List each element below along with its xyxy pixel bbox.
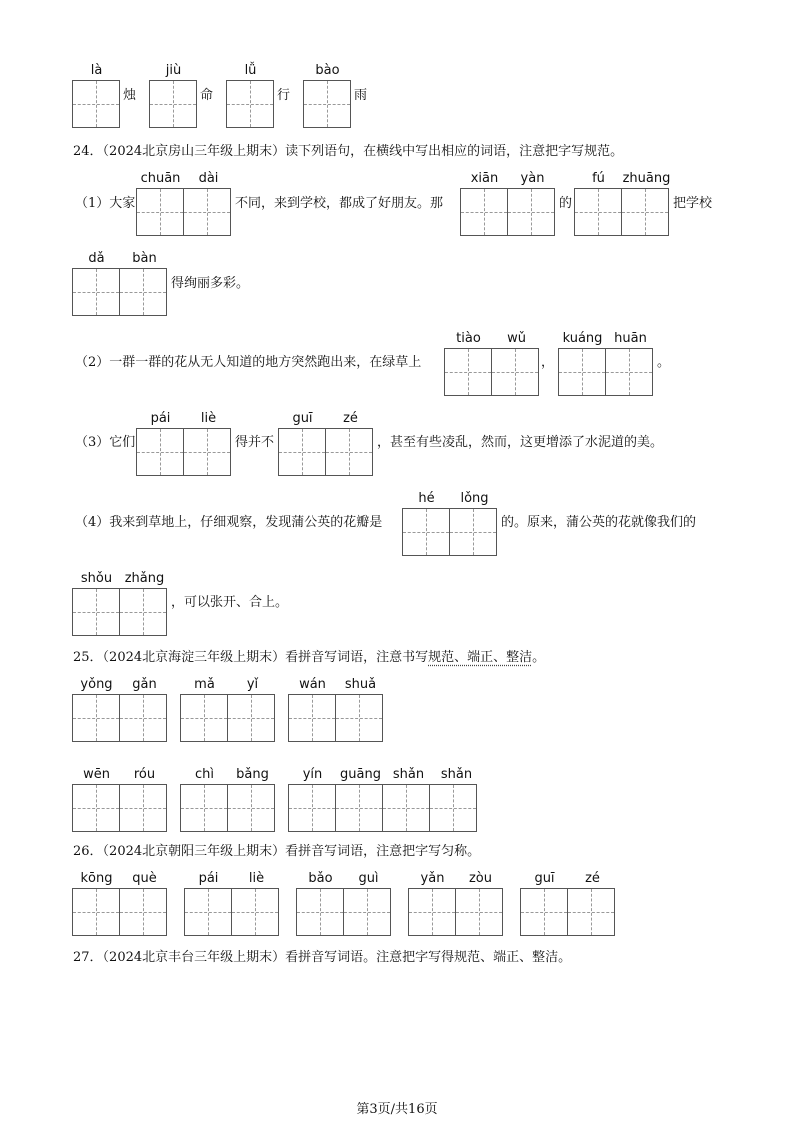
- pinyin: là: [90, 63, 103, 78]
- writing-cell[interactable]: [180, 694, 228, 742]
- writing-cell[interactable]: [184, 888, 232, 936]
- pinyin: xiān: [470, 171, 499, 186]
- writing-cell[interactable]: [72, 784, 120, 832]
- pinyin: dài: [198, 171, 219, 186]
- q25-box-chibang: [180, 768, 277, 832]
- pinyin: róu: [133, 767, 156, 782]
- pinyin: pái: [198, 871, 219, 886]
- writing-cell[interactable]: [119, 268, 167, 316]
- character: 行: [277, 88, 291, 103]
- q25-title-text: 25．（2024北京海淀三年级上期末）看拼音写词语，注意书写: [73, 650, 429, 665]
- writing-cell[interactable]: [520, 888, 568, 936]
- q24-s4-box1: [402, 492, 499, 556]
- pinyin: shǎn: [440, 767, 473, 782]
- writing-cell[interactable]: [231, 888, 279, 936]
- q24-s3-box1: [136, 412, 233, 476]
- pinyin: zhǎng: [124, 571, 165, 586]
- q26-box-yanzou: [408, 872, 505, 936]
- q24-s1-box3: [574, 172, 671, 236]
- q24-s3-box2: [278, 412, 375, 476]
- q25-box-mayi: [180, 678, 277, 742]
- q24-s2-prefix: （2）一群一群的花从无人知道的地方突然跑出来，在绿草上: [75, 355, 422, 370]
- pinyin: bǎng: [236, 767, 269, 782]
- writing-cell[interactable]: [180, 784, 228, 832]
- writing-cell[interactable]: [335, 784, 383, 832]
- writing-cell[interactable]: [567, 888, 615, 936]
- writing-cell[interactable]: [288, 784, 336, 832]
- q24-s1-box2: [460, 172, 557, 236]
- writing-cell[interactable]: [226, 80, 274, 128]
- question-25-title: [73, 650, 545, 666]
- writing-cell[interactable]: [621, 188, 669, 236]
- top-word-box-bao: [303, 64, 352, 128]
- writing-cell[interactable]: [491, 348, 539, 396]
- q24-s1-mid3: 把学校: [673, 196, 713, 211]
- q24-s1-box1: [136, 172, 233, 236]
- q25-box-yinguangshanshan: [288, 768, 483, 832]
- q24-s1-prefix: （1）大家: [75, 196, 136, 211]
- pinyin: yàn: [520, 171, 545, 186]
- pinyin: hé: [418, 491, 435, 506]
- q24-s4-box2: [72, 572, 169, 636]
- character: 命: [200, 88, 214, 103]
- q24-s4-end: ，可以张开、合上。: [171, 595, 289, 610]
- pinyin: yín: [302, 767, 323, 782]
- question-24-title: 24．（2024北京房山三年级上期末）读下列语句，在横线中写出相应的词语，注意把字写规范。: [73, 144, 624, 159]
- pinyin: guì: [358, 871, 379, 886]
- pinyin: huān: [614, 331, 647, 346]
- q24-s2-box2: [558, 332, 655, 396]
- writing-cell[interactable]: [149, 80, 197, 128]
- question-27-title: 27．（2024北京丰台三年级上期末）看拼音写词语。注意把字写得规范、端正、整洁。: [73, 950, 572, 965]
- q25-box-wanshua: [288, 678, 385, 742]
- q26-box-pailie: [184, 872, 281, 936]
- writing-cell[interactable]: [119, 588, 167, 636]
- q25-title-emphasis: 规范、端正、整洁: [428, 650, 533, 665]
- q24-s2-box1: [444, 332, 541, 396]
- q26-box-kongque: [72, 872, 169, 936]
- writing-cell[interactable]: [72, 694, 120, 742]
- top-word-box-la: [72, 64, 121, 128]
- pinyin: guī: [534, 871, 555, 886]
- writing-cell[interactable]: [335, 694, 383, 742]
- pinyin: yǐ: [246, 677, 259, 692]
- q24-s1-mid2: 的: [559, 196, 573, 211]
- writing-cell[interactable]: [183, 188, 231, 236]
- q24-s4-mid: 的。原来，蒲公英的花就像我们的: [501, 515, 697, 530]
- writing-cell[interactable]: [119, 784, 167, 832]
- pinyin: wēn: [83, 767, 110, 782]
- writing-cell[interactable]: [119, 694, 167, 742]
- character: 烛: [123, 88, 137, 103]
- writing-cell[interactable]: [227, 694, 275, 742]
- pinyin: dǎ: [88, 251, 105, 266]
- pinyin: yǎn: [420, 871, 445, 886]
- pinyin: zhuāng: [622, 171, 671, 186]
- writing-cell[interactable]: [605, 348, 653, 396]
- writing-cell[interactable]: [343, 888, 391, 936]
- writing-cell[interactable]: [325, 428, 373, 476]
- q24-s1-box4: [72, 252, 169, 316]
- q25-box-wenrou: [72, 768, 169, 832]
- pinyin: kuáng: [562, 331, 603, 346]
- pinyin: zé: [343, 411, 358, 426]
- q24-s3-prefix: （3）它们: [75, 435, 136, 450]
- writing-cell[interactable]: [444, 348, 492, 396]
- writing-cell[interactable]: [382, 784, 430, 832]
- writing-cell[interactable]: [460, 188, 508, 236]
- pinyin: zé: [585, 871, 600, 886]
- writing-cell[interactable]: [72, 80, 120, 128]
- writing-cell[interactable]: [72, 588, 120, 636]
- q24-s2-comma: ，: [541, 355, 555, 370]
- writing-cell[interactable]: [183, 428, 231, 476]
- writing-cell[interactable]: [227, 784, 275, 832]
- pinyin: shuǎ: [344, 677, 377, 692]
- q24-s1-mid1: 不同，来到学校，都成了好朋友。那: [235, 196, 444, 211]
- q24-s2-end: 。: [657, 355, 671, 370]
- pinyin: zòu: [468, 871, 493, 886]
- pinyin: lǒng: [460, 491, 489, 506]
- writing-cell[interactable]: [303, 80, 351, 128]
- q26-box-guize: [520, 872, 617, 936]
- pinyin: chuān: [140, 171, 181, 186]
- pinyin: kōng: [80, 871, 113, 886]
- pinyin: mǎ: [194, 677, 215, 692]
- q25-title-end: 。: [532, 650, 546, 665]
- q24-s3-mid: 得并不: [235, 435, 275, 450]
- q24-s3-end: ，甚至有些凌乱，然而，这更增添了水泥道的美。: [377, 435, 664, 450]
- writing-cell[interactable]: [574, 188, 622, 236]
- pinyin: liè: [200, 411, 217, 426]
- character: 雨: [354, 88, 368, 103]
- q24-s4-prefix: （4）我来到草地上，仔细观察，发现蒲公英的花瓣是: [75, 515, 383, 530]
- writing-cell[interactable]: [119, 888, 167, 936]
- writing-cell[interactable]: [278, 428, 326, 476]
- writing-cell[interactable]: [288, 694, 336, 742]
- question-26-title: 26．（2024北京朝阳三年级上期末）看拼音写词语，注意把字写匀称。: [73, 844, 481, 859]
- q24-s1-end: 得绚丽多彩。: [171, 276, 250, 291]
- pinyin: tiào: [456, 331, 481, 346]
- pinyin: yǒng: [80, 677, 113, 692]
- pinyin: bào: [315, 63, 340, 78]
- writing-cell[interactable]: [449, 508, 497, 556]
- pinyin: wán: [299, 677, 326, 692]
- q26-box-baogui: [296, 872, 393, 936]
- pinyin: wǔ: [507, 331, 526, 346]
- pinyin: fú: [592, 171, 605, 186]
- writing-cell[interactable]: [136, 428, 184, 476]
- pinyin: chì: [195, 767, 214, 782]
- pinyin: shǒu: [80, 571, 113, 586]
- top-word-box-lv: [226, 64, 275, 128]
- pinyin: lǚ: [244, 63, 257, 78]
- pinyin: bǎo: [308, 871, 333, 886]
- writing-cell[interactable]: [408, 888, 456, 936]
- writing-cell[interactable]: [136, 188, 184, 236]
- writing-cell[interactable]: [402, 508, 450, 556]
- writing-cell[interactable]: [455, 888, 503, 936]
- writing-cell[interactable]: [429, 784, 477, 832]
- pinyin: guī: [292, 411, 313, 426]
- writing-cell[interactable]: [72, 268, 120, 316]
- pinyin: jiù: [165, 63, 182, 78]
- pinyin: guāng: [340, 767, 381, 782]
- top-word-box-jiu: [149, 64, 198, 128]
- page-number: 第3页/共16页: [356, 1102, 438, 1117]
- writing-cell[interactable]: [507, 188, 555, 236]
- pinyin: pái: [150, 411, 171, 426]
- writing-cell[interactable]: [296, 888, 344, 936]
- pinyin: liè: [248, 871, 265, 886]
- pinyin: shǎn: [392, 767, 425, 782]
- pinyin: gǎn: [132, 677, 157, 692]
- writing-cell[interactable]: [558, 348, 606, 396]
- pinyin: bàn: [132, 251, 157, 266]
- writing-cell[interactable]: [72, 888, 120, 936]
- pinyin: què: [132, 871, 157, 886]
- q25-box-yonggan: [72, 678, 169, 742]
